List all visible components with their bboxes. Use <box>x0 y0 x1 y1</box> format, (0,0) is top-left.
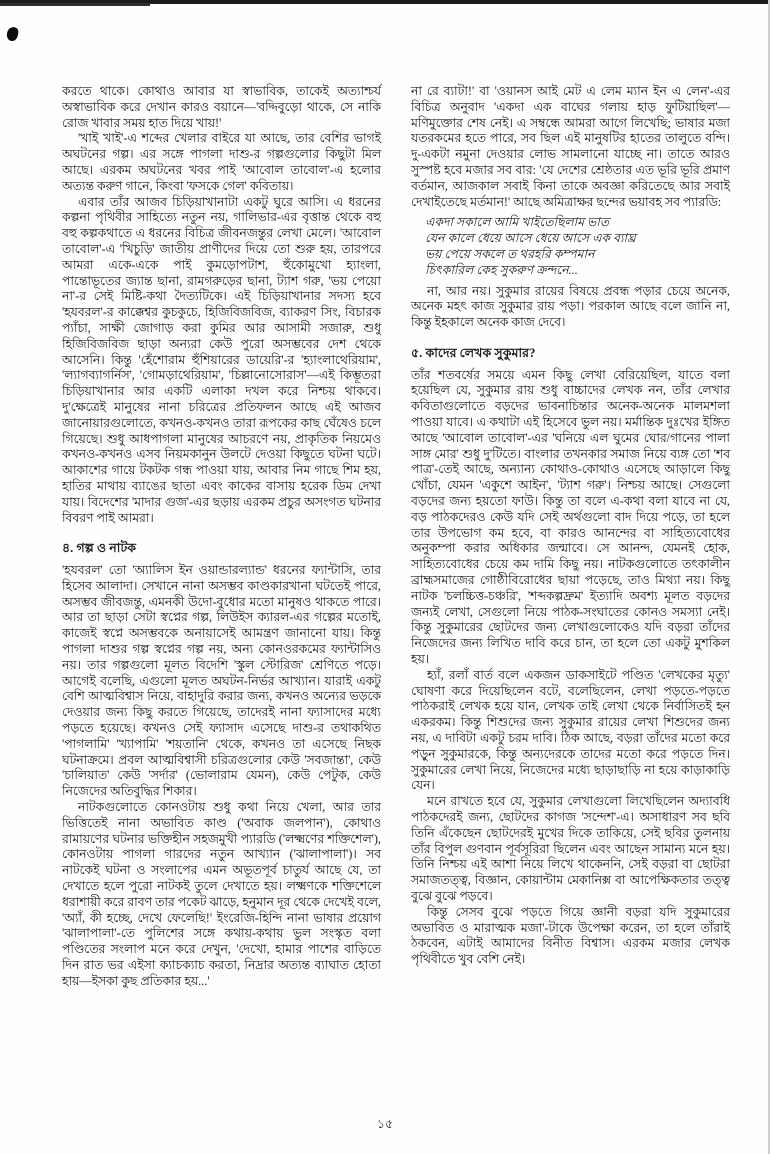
paragraph-continuation: করতে থাকে। কোথাও আবার যা স্বাভাবিক, তাকেই অত্যাশ্চর্য অস্বাভাবিক করে দেখান কারও বয়ানে—'বদ্দিবুড়ো থাকে, সে নাকি রোজ খাবার সময় হাত দিয়ে খায়!' <box>62 84 381 130</box>
paragraph: মনে রাখতে হবে যে, সুকুমার লেখাগুলো লিখেছিলেন অদ্যাবধি পাঠকদেরই জন্য, ছোটদের কাগজ 'সন্দেশ'-এ। অসাধারণ সব ছবি তিনি এঁকেছেন ছোটদেরই মুখের দিকে তাকিয়ে, সেই ছবির তুলনায় তাঁর বিপুল গুণবান পূর্বসূরিরা ছিলেন এবং আছেন সামান্য মনে হয়। তিনি নিশ্চয় এই আশা নিয়ে লিখে থাকেননি, সেই বড়রা বা ছোটরা সমাজতত্ত্ব, বিজ্ঞান, কোয়ান্টাম মেকানিক্স বা আপেক্ষিকতার তত্ত্ব বুঝে বুঝে পড়বে। <box>411 794 730 903</box>
section-heading-4-golpo-o-natok: ৪. গল্প ও নাটক <box>62 541 137 556</box>
paragraph: না, আর নয়। সুকুমার রায়ের বিষয়ে প্রবন্ধ পড়ার চেয়ে অনেক, অনেক মহৎ কাজ সুকুমার রায় পড়া। পরকাল আছে বলে জানি না, কিন্তু ইহকালে অনেক কাজ দেবে। <box>411 283 730 330</box>
paragraph: এবার তাঁর আজব চিড়িয়াখানাটা একটু ঘুরে আসি। এ ধরনের কল্পনা পৃথিবীর সাহিত্যে নতুন নয়, গালিভার-এর বৃত্তান্ত থেকে বহু বহু কল্পকথাতে এ ধরনের বিচিত্র জীবনজন্তুর লেখা মেলে। 'আবোল তাবোল'-এ 'খিচুড়ি' জাতীয় প্রাণীদের দিয়ে তো শুরু হয়, তারপরে আমরা একে-একে পাই কুমড়োপটাশ, হুঁকোমুখো হ্যাংলা, পান্তোভূতের জ্যান্ত ছানা, রামগরুড়ের ছানা, ট্যাশ গরু, 'ভয় পেয়ো না'-র সেই মিষ্টি-কথা দৈত্যটিকে। এই চিড়িয়াখানার সদস্য হবে 'হযবরল'-র কাক্কেশ্বর কুচকুচে, হিজিবিজবিজ, ব্যাকরণ সিং, বিচারক প্যাঁচা, সাক্ষী জোগাড় করা কুমির আর আসামী সজারু, শুধু হিজিবিজবিজ ছাড়া অন্যরা কেউ পুরো অসম্ভবের দেশ থেকে আসেনি। কিন্তু 'হেঁশোরাম হুঁশিয়ারের ডায়েরি'-র 'হ্যাংলাথেরিয়াম', 'ল্যাগব্যাগর্নিস', 'গোমড়াথেরিয়াম', 'চিল্লানোসোরাস'—এই কিম্ভূতরা চিড়িয়াখানার আর একটি এলাকা দখল করে নিশ্চয় থাকবে। দু'ক্ষেত্রেই মানুষের নানা চরিত্রের প্রতিফলন আছে এই আজব জানোয়ারগুলোতে, কখনও-কখনও তারা রূপকের কাছ ঘেঁষেও চলে গিয়েছে। শুধু আধপাগলা মানুষের আচরণে নয়, প্রাকৃতিক নিয়মেও কখনও-কখনও এসব নিয়মকানুন উলটে দেওয়া কিছুতে ঘটনা ঘটে। আকাশের গায়ে টকটক গন্ধ পাওয়া যায়, আবার নিম গাছে শিম হয়, হাতির মাথায় ব্যাঙের ছাতা এবং কাকের বাসায় হরেক ডিম দেখা যায়। বিদেশের 'মাদার গুজ'-এর ছড়ায় এরকম প্রচুর অসংগত ঘটনার বিবরণ পাই আমরা। <box>62 194 381 525</box>
paragraph-continuation: না রে ব্যাটা!' বা 'ওয়ানস আই মেট এ লেম ম্যান ইন এ লেন'-এর বিচিত্র অনুবাদ 'একদা এক বাঘের গলায় হাড় ফুটিয়াছিল'—মণিমুক্তোর শেষ নেই। এ সম্বন্ধে আমরা আগে লিখেছি; ভাষার মজা যতরকমের হতে পারে, সব ছিল এই মানুষটির হাতের তালুতে বন্দি। দু-একটা নমুনা দেওয়ার লোভ সামলানো যাচ্ছে না। তাতে আরও সুস্পষ্ট হবে মজার সব বার: 'যে দেশের শ্রেষ্ঠতার এত ভূরি ভূরি প্রমাণ বর্তমান, আজকাল সবাই কিনা তাকে অবজ্ঞা করিতেছে আর সবাই দেখাইতেছে মর্তমান!' আছে অমিত্রাক্ষর ছন্দের ভয়াবহ সব প্যারডি: <box>411 84 730 209</box>
paragraph: কিন্তু সেসব বুঝে পড়তে গিয়ে জ্ঞানী বড়রা যদি সুকুমারের অভাবিত ও মারাত্মক মজা'-টাকে উপেক্ষা করেন, তা হলে তাঁরাই ঠকবেন, এটাই আমাদের বিনীত বিশ্বাস। এরকম মজার লেখক পৃথিবীতে খুব বেশি নেই। <box>411 904 730 967</box>
verse-line: যেন কালে ধেয়ে আসে ধেয়ে আসে এক ব্যাঘ্র <box>425 231 636 246</box>
verse-line: চিৎকারিল কেহ সুকরুণ ক্রন্দনে... <box>425 262 578 277</box>
verse-line: একদা সকালে আমি খাইতেছিলাম ভাত <box>425 215 610 230</box>
section-heading-5-kader-lekhok-sukumar: ৫. কাদের লেখক সুকুমার? <box>411 345 536 360</box>
paragraph: হ্যাঁ, রলাঁ বার্ত বলে একজন ডাকসাইটে পণ্ডিত 'লেখকের মৃত্যু' ঘোষণা করে দিয়েছিলেন বটে, বলেছিলেন, লেখা পড়তে-পড়তে পাঠকরাই লেখক হয়ে যান, লেখক তাই লেখা থেকে নির্বাসিতই হন একরকম। কিন্তু শিশুদের জন্য সুকুমার রায়ের লেখা শিশুদের জন্য নয়, এ দাবিটা একটু চরম দাবি। ঠিক আছে, বড়রা তাঁদের মতো করে পড়ুন সুকুমারকে, কিন্তু অন্যদেরকে তাদের মতো করে পড়তে দিন। সুকুমারের লেখা নিয়ে, নিজেদের মধ্যে ছাড়াছাড়ি না হয়ে কাড়াকাড়ি যেন। <box>411 667 730 793</box>
scan-artifact-ink-blob <box>6 26 20 42</box>
paragraph: 'হযবরল' তো 'অ্যালিস ইন ওয়ান্ডারল্যান্ড' ধরনের ফ্যান্টাসি, তার হিসেব আলাদা। সেখানে নানা অসম্ভব কাণ্ডকারখানা ঘটতেই পারে, অসম্ভব জীবজন্তু, এমনকী উদো-বুধোর মতো মানুষও থাকতে পারে। আর তা ছাড়া সেটা স্বপ্নের গল্প, লিউইস ক্যারল-এর গল্পের মতোই, কাজেই স্বপ্নে অসম্ভবকে অনায়াসেই আমন্ত্রণ জানানো যায়। কিন্তু পাগলা দাশুর গল্প স্বপ্নের গল্প নয়, অন্য কোনওরকমের ফ্যান্টাসিও নয়। তার গল্পগুলো মূলত বিদেশি 'স্কুল স্টোরিজ' শ্রেণিতে পড়ে। আগেই বলেছি, এগুলো মূলত অঘটন-নির্ভর আখ্যান। যারাই একটু বেশি আত্মবিশ্বাস নিয়ে, বাহাদুরি করার জন্য, কখনও অন্যের ভড়কে দেওয়ার জন্য কিছু করতে গিয়েছে, তাদেরই নানা ফ্যাসাদের মধ্যে পড়তে হয়েছে। কখনও সেই ফ্যাসাদ এসেছে দাশু-র তথাকথিত 'পাগলামি' 'খ্যাপামি' 'শয়তানি' থেকে, কখনও তা এসেছে নিছক ঘটনাক্রমে। প্রবল আত্মবিশ্বাসী চরিত্রগুলোর কেউ 'সবজান্তা', কেউ 'চালিয়াত' কেউ 'সর্দার' (ভোলারাম যেমন), কেউ পেটুক, কেউ নিজেদের অতিবুদ্ধির শিকার। <box>62 563 381 799</box>
left-column <box>62 84 381 990</box>
verse-line: ভয় পেয়ে সকলে ত থরহরি কম্পমান <box>425 246 595 261</box>
paragraph: তাঁর শতবর্ষের সময়ে এমন কিছু লেখা বেরিয়েছিল, যাতে বলা হয়েছিল যে, সুকুমার রায় শুধু বাচ্চাদের লেখক নন, তাঁর লেখার কবিতাগুলোতে বড়দের ভাবনাচিন্তার অনেক-অনেক মালমশলা পাওয়া যাবে। এ কথাটা এই হিসেবে ভুল নয়। মর্মান্তিক দুঃখের ইঙ্গিত আছে 'আবোল তাবোল'-এর 'ঘনিয়ে এল ঘুমের ঘোর/গানের পালা সাঙ্গ মোর' শুধু দু'টিতে। বাংলার তখনকার সমাজ নিয়ে ব্যঙ্গ তো 'শব পাত্র'-তেই আছে, অন্যান্য কোথাও-কোথাও এসেছে আড়ালে কিছু খোঁচা, যেমন 'একুশে আইন', 'ট্যাশ গরু'। নিশ্চয় আছে। সেগুলো বড়দের জন্য হয়তো ফাউ। কিন্তু তা বলে এ-কথা বলা যাবে না যে, বড় পাঠকদেরও কেউ যদি সেই অর্থগুলো বাদ দিয়ে পড়ে, তা হলে তার উপভোগ কম হবে, বা কারও আনন্দের বা সাহিত্যবোধের অনুকম্পা করার অধিকার জন্মাবে। সে আনন্দ, যেমনই হোক, সাহিত্যবোধের চেয়ে কম দামি কিছু নয়। নাটকগুলোতে তৎকালীন ব্রাহ্মসমাজের গোষ্ঠীবিরোধের ছায়া পড়েছে, তাও মিথ্যা নয়। কিছু নাটক 'চলচ্চিত্ত-চঞ্চরি', 'শব্দকল্পদ্রুম' ইত্যাদি অবশ্য মূলত বড়দের জন্যই লেখা, সেগুলো নিয়ে পাঠক-সংঘাতের কোনও সমস্যা নেই। কিন্তু সুকুমারের ছোটদের জন্য লেখাগুলোকেও যদি বড়রা তাঁদের নিজেদের জন্য লিখিত দাবি করে চান, তা হলে তো একটু মুশকিল হয়। <box>411 367 730 667</box>
page-content <box>62 84 730 990</box>
right-column <box>411 84 730 990</box>
paragraph: নাটকগুলোতে কোনওটায় শুধু কথা নিয়ে খেলা, আর তার ভিত্তিতেই নানা অভাবিত কাণ্ড ('অবাক জলপান'), কোথাও রামায়ণের ঘটনার ভক্তিহীন সহজমুখী প্যারডি ('লক্ষ্মণের শক্তিশেল'), কোনওটায় পাগলা গারদের নতুন আখ্যান ('ঝালাপালা')। সব নাটকেই ঘটনা ও সংলাপের এমন অভূতপূর্ব চাতুর্য আছে যে, তা দেখাতে হলে পুরো নাটকই তুলে দেখাতে হয়। লক্ষ্মণকে শক্তিশেলে ধরাশায়ী করে রাবণ তার পকেট ঝাড়ে, হনুমান দূর থেকে দেখেই বলে, 'অ্যাঁ, কী হচ্ছে, দেখে ফেলেছি!' ইংরেজি-হিন্দি নানা ভাষার প্রয়োগ 'ঝালাপালা'-তে পুলিশের সঙ্গে কথায়-কথায় ভুল সংস্কৃত বলা পণ্ডিতের সংলাপ মনে করে দেখুন, 'দেখো, হামার পাশের বাড়িতে দিন রাত ভর এইসা ক্যাচক্যাচ করতা, নিদ্রার অত্যন্ত ব্যাঘাত হোতা হায়—ইসকা কুছ প্রতিকার হয়...' <box>62 800 381 988</box>
scan-artifact-top-left-edge <box>0 3 150 6</box>
page-number: ১৫ <box>376 1117 394 1131</box>
paragraph: 'খাই খাই'-এ শব্দের খেলার বাইরে যা আছে, তার বেশির ভাগই অঘটনের গল্প। এর সঙ্গে পাগলা দাশু-র গল্পগুলোর কিছুটা মিল আছে। এরকম অঘটনের খবর পাই 'আবোল তাবোল'-এ হলোর অত্যন্ত করুণ গানে, কিংবা 'ফসকে গেল' কবিতায়। <box>62 131 381 193</box>
verse-parody-quote <box>425 215 730 278</box>
